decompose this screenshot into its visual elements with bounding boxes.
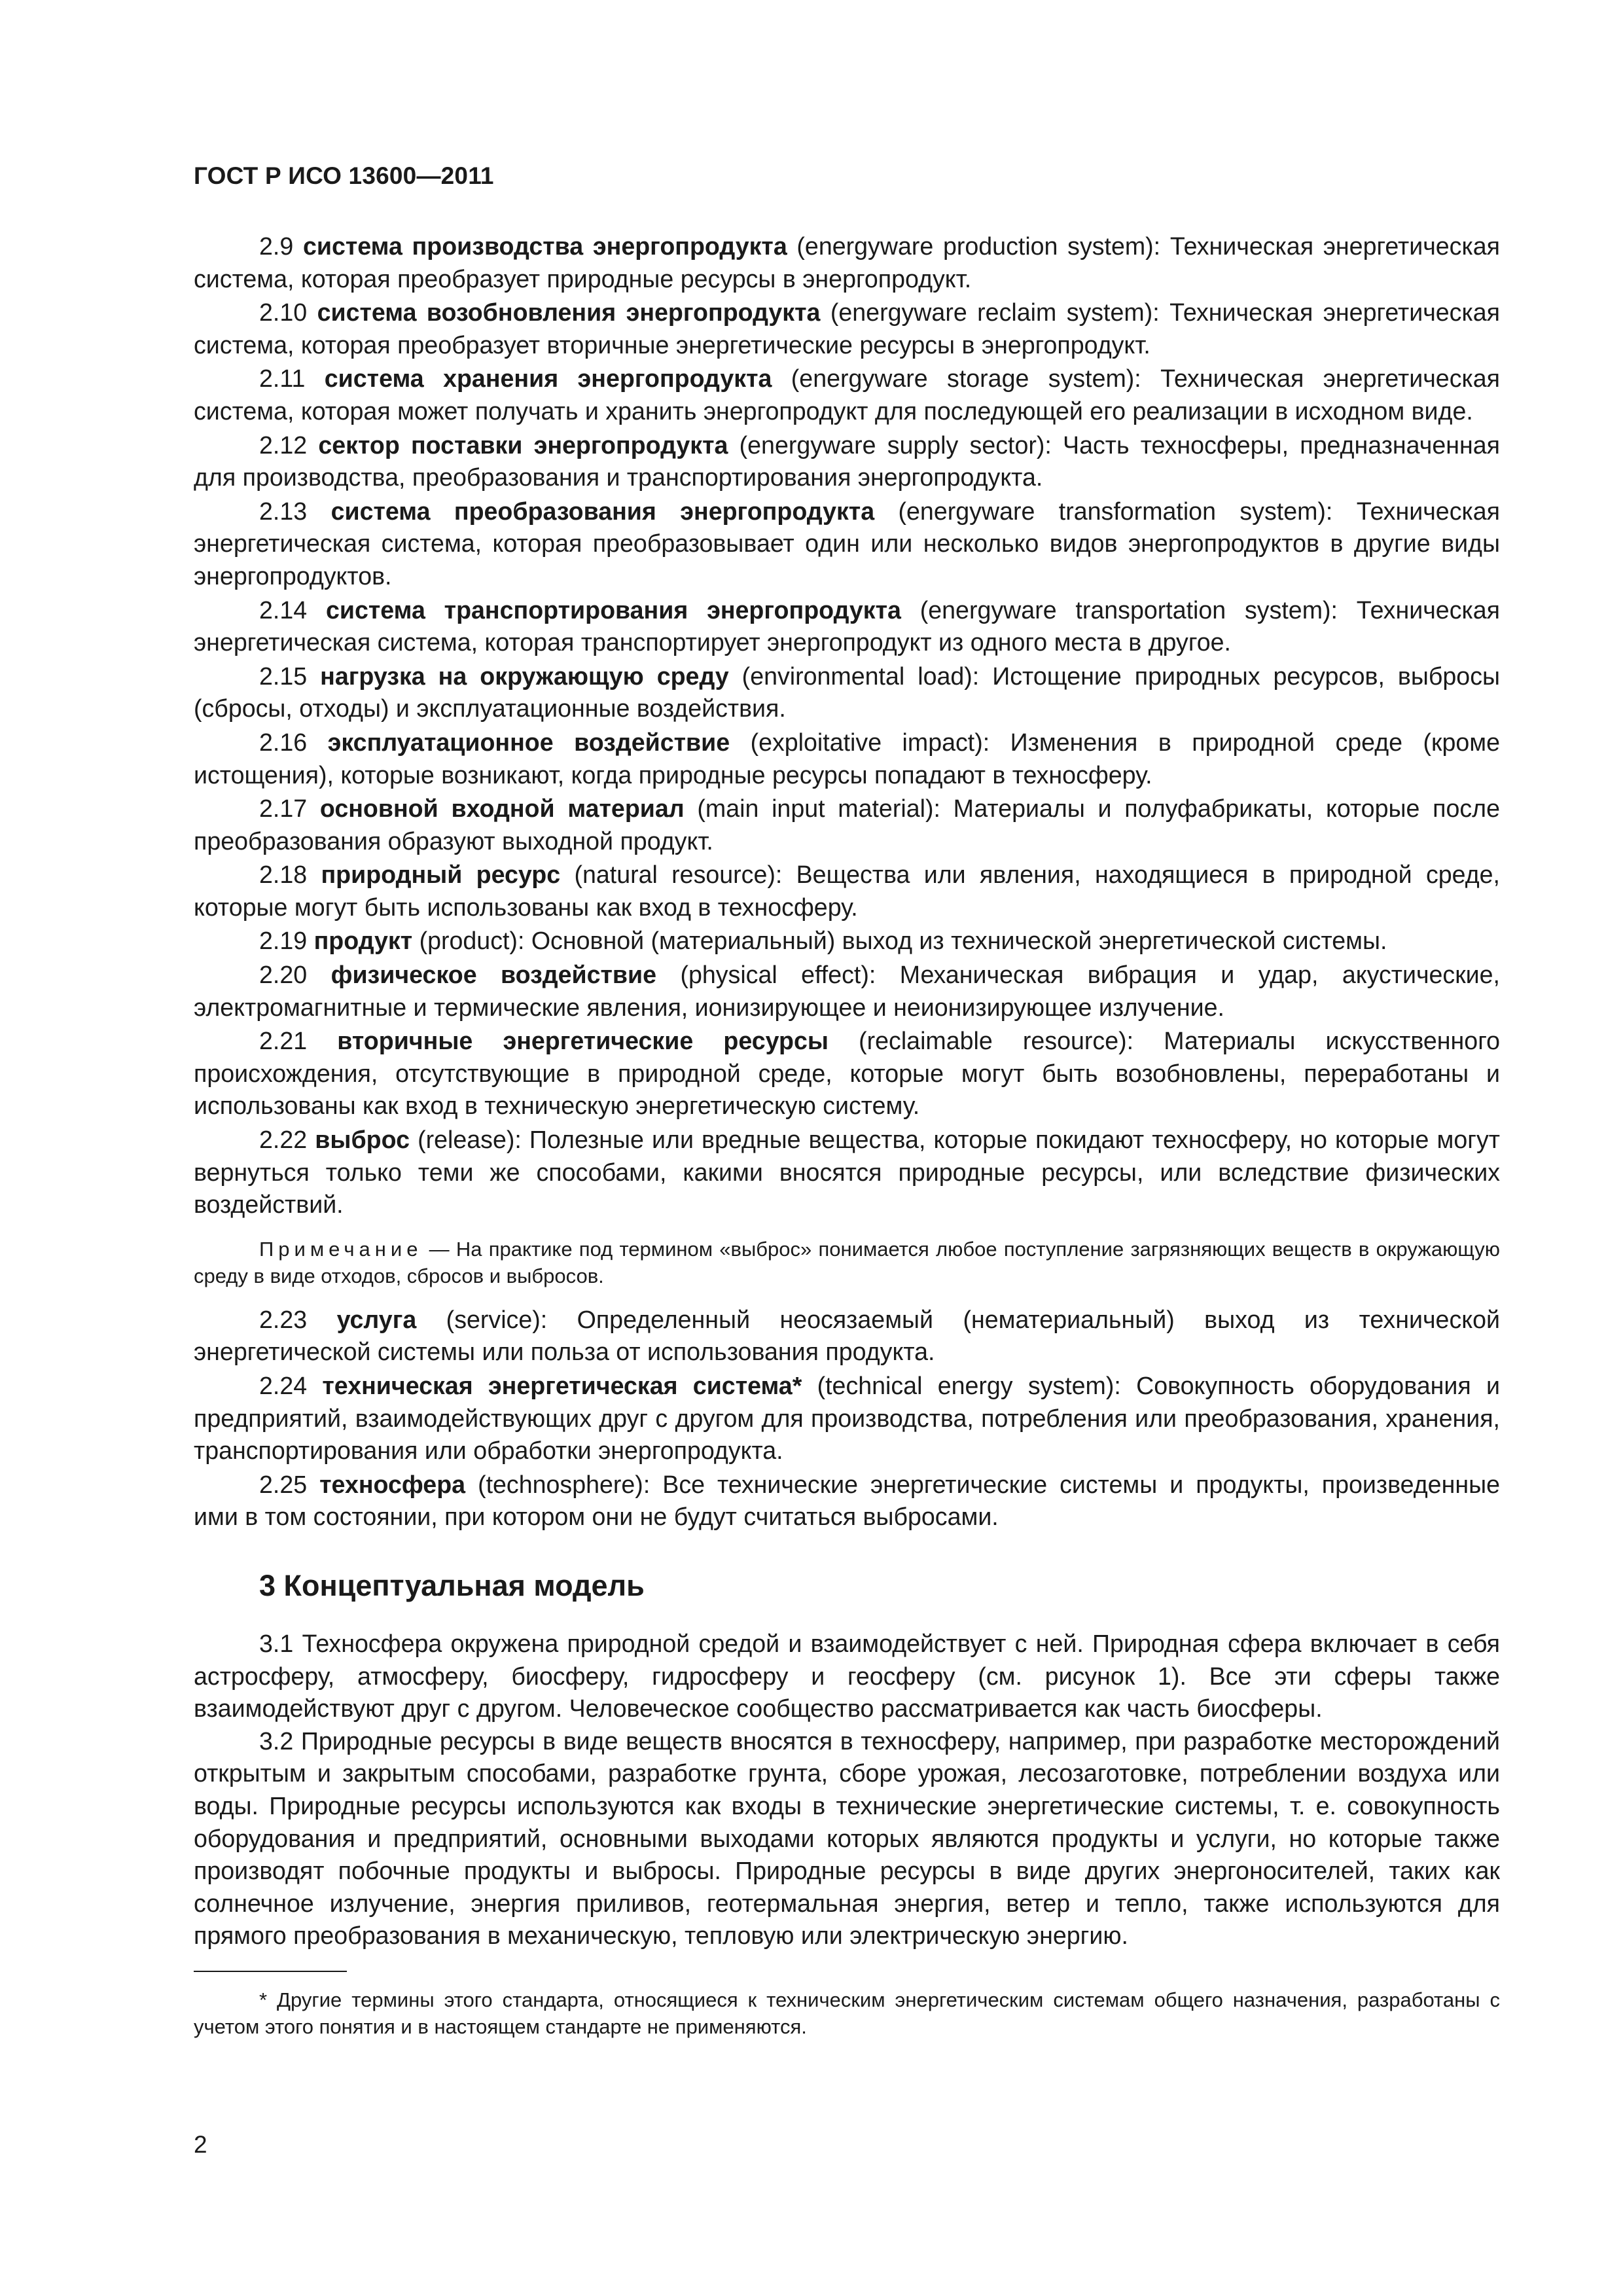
definition-term: система преобразования энергопродукта <box>330 497 875 525</box>
definition-item <box>194 296 1500 361</box>
definition-term: техносфера <box>319 1470 466 1498</box>
definition-item <box>194 230 1500 295</box>
definition-term: техническая энергетическая система* <box>322 1372 802 1399</box>
definition-item <box>194 1469 1500 1534</box>
note <box>194 1236 1500 1289</box>
definitions-list-1 <box>194 230 1500 1221</box>
definition-text: (physical effect): Механическая вибрация и удар, акустические, электромагнитные и термические явления, ионизирующее и неионизирующее излучение. <box>194 961 1500 1021</box>
definition-term: эксплуатационное воздействие <box>327 728 730 756</box>
definition-item <box>194 859 1500 924</box>
definition-text: (energyware transformation system): Техническая энергетическая система, которая преобразовывает один или несколько видов энергопродуктов в другие виды энергопродуктов. <box>194 497 1500 590</box>
definition-item <box>194 1304 1500 1369</box>
note-label: Примечание <box>259 1237 423 1261</box>
definition-item <box>194 495 1500 593</box>
definition-item <box>194 1124 1500 1221</box>
definition-number: 2.11 <box>259 365 306 393</box>
footnote: * Другие термины этого стандарта, относящиеся к техническим энергетическим системам общего назначения, разработаны с учетом этого понятия и в настоящем стандарте не применяются. <box>194 1988 1500 2038</box>
footnote-divider <box>194 1971 347 1972</box>
definition-term: основной входной материал <box>319 795 685 823</box>
definition-text: (technosphere): Все технические энергетические системы и продукты, произведенные ими в том состоянии, при котором они не будут считаться выбросами. <box>194 1470 1500 1531</box>
definition-text: (natural resource): Вещества или явления, находящиеся в природной среде, которые могут быть использованы как вход в техносферу. <box>194 861 1500 921</box>
definition-item <box>194 363 1500 427</box>
definition-number: 2.21 <box>259 1027 308 1055</box>
document-body <box>194 230 1500 2040</box>
definition-text: (technical energy system): Совокупность оборудования и предприятий, взаимодействующих друг с другом для производства, потребления или преобразования, хранения, транспортирования или обработки энергопродукта. <box>194 1372 1500 1465</box>
definition-text: (product): Основной (материальный) выход из технической энергетической системы. <box>412 927 1387 955</box>
definition-number: 2.18 <box>259 861 308 889</box>
definition-number: 2.10 <box>259 298 308 327</box>
document-header: ГОСТ Р ИСО 13600—2011 <box>194 162 494 189</box>
definition-text: (environmental load): Истощение природных ресурсов, выбросы (сбросы, отходы) и эксплуатационные воздействия. <box>194 662 1500 723</box>
definition-term: услуга <box>336 1305 417 1333</box>
definitions-list-2 <box>194 1304 1500 1534</box>
definition-term: физическое воздействие <box>330 961 657 989</box>
definition-number: 2.24 <box>259 1372 308 1399</box>
definition-number: 2.9 <box>259 232 294 260</box>
definition-item <box>194 594 1500 659</box>
definition-term: продукт <box>313 927 413 955</box>
definition-item <box>194 429 1500 494</box>
section-body <box>194 1628 1500 1952</box>
definition-item <box>194 1025 1500 1122</box>
definition-item <box>194 925 1500 958</box>
definition-item <box>194 660 1500 725</box>
section-paragraph: 3.2 Природные ресурсы в виде веществ вносятся в техносферу, например, при разработке месторождений открытым и закрытым способами, разработке грунта, сборе урожая, лесозаготовке, потреблении воздуха или воды. Природные ресурсы используются как входы в технические энергетические системы, т. е. совокупность оборудования и предприятий, основными выходами которых являются продукты и услуги, но которые также производят побочные продукты и выбросы. Природные ресурсы в виде других энергоносителей, таких как солнечное излучение, энергия приливов, геотермальная энергия, ветер и тепло, также используются для прямого преобразования в механическую, тепловую или электрическую энергию. <box>194 1727 1500 1950</box>
definition-number: 2.22 <box>259 1126 308 1154</box>
definition-text: (exploitative impact): Изменения в природной среде (кроме истощения), которые возникают, когда природные ресурсы попадают в техносферу. <box>194 728 1500 789</box>
definition-term: система производства энергопродукта <box>302 232 787 260</box>
note-text: — На практике под термином «выброс» понимается любое поступление загрязняющих веществ в окружающую среду в виде отходов, сбросов и выбросов. <box>194 1237 1500 1287</box>
section-paragraph: 3.1 Техносфера окружена природной средой и взаимодействует с ней. Природная сфера включает в себя астросферу, атмосферу, биосферу, гидросферу и геосферу (см. рисунок 1). Все эти сферы также взаимодействуют друг с другом. Человеческое сообщество рассматривается как часть биосферы. <box>194 1629 1500 1723</box>
definition-term: вторичные энергетические ресурсы <box>337 1027 829 1055</box>
definition-item <box>194 1370 1500 1467</box>
definition-number: 2.14 <box>259 596 308 624</box>
definition-number: 2.19 <box>259 927 308 955</box>
page-number: 2 <box>194 2131 207 2158</box>
definition-term: система транспортирования энергопродукта <box>325 596 901 624</box>
definition-item <box>194 793 1500 857</box>
definition-term: нагрузка на окружающую среду <box>320 662 729 690</box>
definition-term: выброс <box>315 1126 410 1154</box>
definition-text: (main input material): Материалы и полуфабрикаты, которые после преобразования образуют выходной продукт. <box>194 795 1500 855</box>
definition-number: 2.12 <box>259 431 308 459</box>
definition-text: (energyware production system): Техническая энергетическая система, которая преобразует природные ресурсы в энергопродукт. <box>194 232 1500 293</box>
definition-item <box>194 959 1500 1024</box>
definition-text: (energyware supply sector): Часть техносферы, предназначенная для производства, преобразования и транспортирования энергопродукта. <box>194 431 1500 492</box>
definition-item <box>194 726 1500 791</box>
definition-text: (reclaimable resource): Материалы искусственного происхождения, отсутствующие в природной среде, которые могут быть возобновлены, переработаны и использованы как вход в техническую энергетическую систему. <box>194 1027 1500 1120</box>
definition-number: 2.23 <box>259 1305 308 1333</box>
definition-number: 2.15 <box>259 662 308 690</box>
definition-text: (release): Полезные или вредные вещества, которые покидают техносферу, но которые могут вернуться только теми же способами, какими вносятся природные ресурсы, или вследствие физических воздействий. <box>194 1126 1500 1219</box>
definition-number: 2.16 <box>259 728 308 756</box>
definition-text: (service): Определенный неосязаемый (нематериальный) выход из технической энергетической системы или польза от использования продукта. <box>194 1305 1500 1366</box>
definition-term: система возобновления энергопродукта <box>317 298 821 327</box>
section-title: 3 Концептуальная модель <box>259 1568 645 1602</box>
definition-number: 2.20 <box>259 961 308 989</box>
definition-term: природный ресурс <box>321 861 561 889</box>
definition-number: 2.13 <box>259 497 308 525</box>
definition-term: система хранения энергопродукта <box>324 365 772 393</box>
definition-term: сектор поставки энергопродукта <box>318 431 728 459</box>
definition-text: (energyware reclaim system): Техническая энергетическая система, которая преобразует вторичные энергетические ресурсы в энергопродукт. <box>194 298 1500 359</box>
definition-number: 2.25 <box>259 1470 308 1498</box>
definition-text: (energyware storage system): Техническая энергетическая система, которая может получать и хранить энергопродукт для последующей его реализации в исходном виде. <box>194 365 1500 425</box>
definition-text: (energyware transportation system): Техническая энергетическая система, которая транспортирует энергопродукт из одного места в другое. <box>194 596 1500 656</box>
definition-number: 2.17 <box>259 795 308 823</box>
